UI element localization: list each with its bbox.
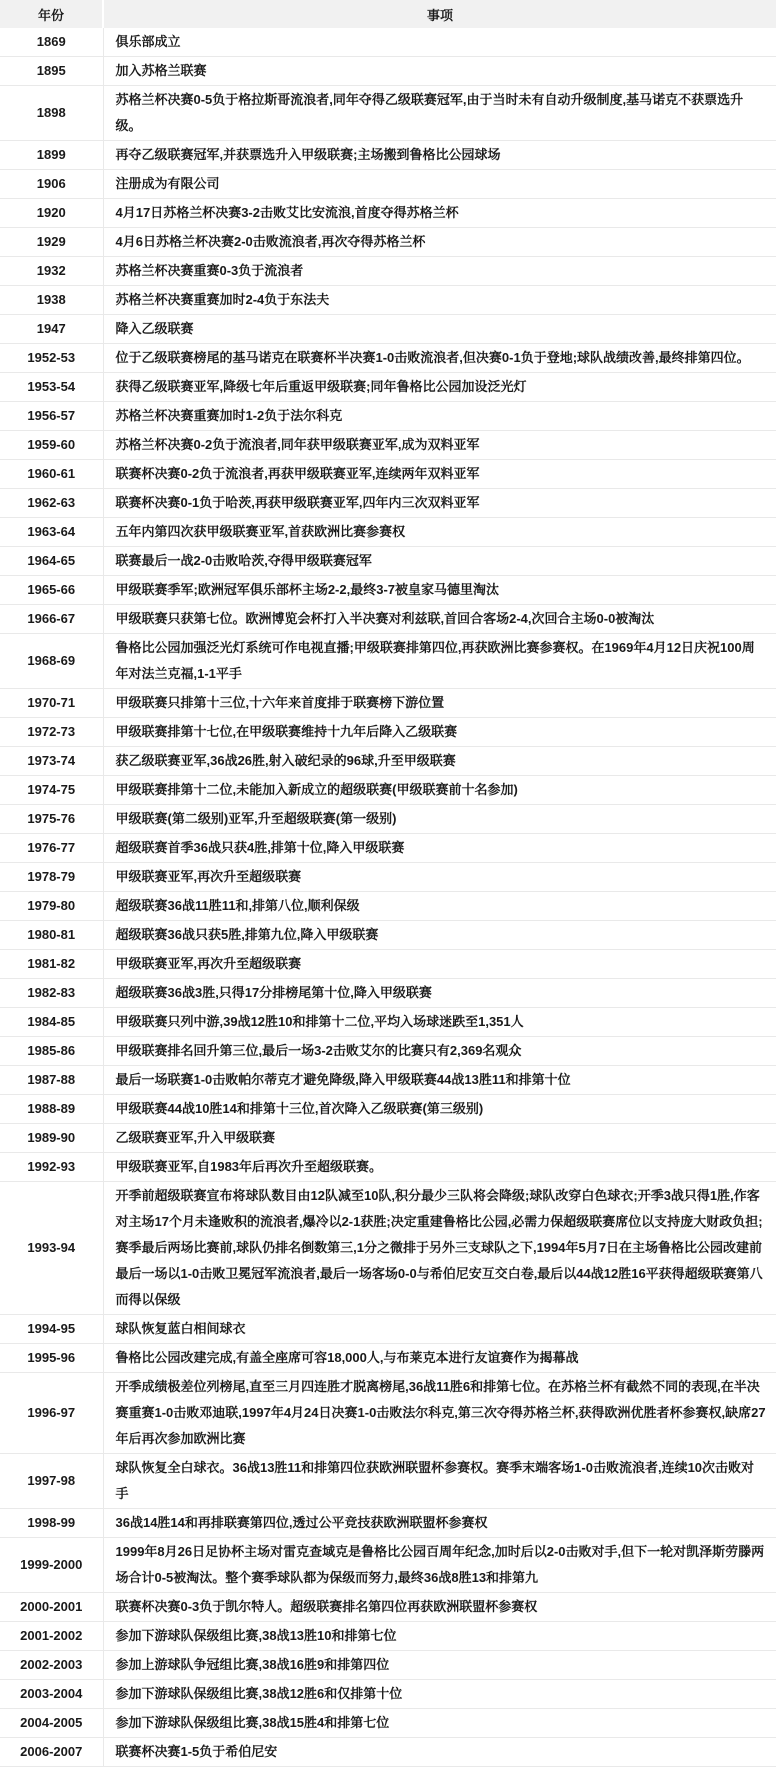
- year-cell: 1973-74: [0, 747, 103, 776]
- table-row: [0, 199, 776, 228]
- event-cell: 降入乙级联赛: [103, 315, 776, 344]
- event-cell: 甲级联赛排第十七位,在甲级联赛维持十九年后降入乙级联赛: [103, 718, 776, 747]
- event-cell: 五年内第四次获甲级联赛亚军,首获欧洲比赛参赛权: [103, 518, 776, 547]
- year-cell: 1993-94: [0, 1182, 103, 1315]
- event-cell: 4月6日苏格兰杯决赛2-0击败流浪者,再次夺得苏格兰杯: [103, 228, 776, 257]
- event-cell: 超级联赛36战3胜,只得17分排榜尾第十位,降入甲级联赛: [103, 979, 776, 1008]
- event-cell: 苏格兰杯决赛重赛加时1-2负于法尔科克: [103, 402, 776, 431]
- year-cell: 1988-89: [0, 1095, 103, 1124]
- event-cell: 36战14胜14和再排联赛第四位,透过公平竞技获欧洲联盟杯参赛权: [103, 1509, 776, 1538]
- year-cell: 1965-66: [0, 576, 103, 605]
- year-cell: 1952-53: [0, 344, 103, 373]
- table-row: [0, 57, 776, 86]
- event-cell: 甲级联赛季军;欧洲冠军俱乐部杯主场2-2,最终3-7被皇家马德里淘汰: [103, 576, 776, 605]
- year-cell: 1974-75: [0, 776, 103, 805]
- table-row: [0, 950, 776, 979]
- year-cell: 1999-2000: [0, 1538, 103, 1593]
- table-row: [0, 1738, 776, 1767]
- event-cell: 鲁格比公园加强泛光灯系统可作电视直播;甲级联赛排第四位,再获欧洲比赛参赛权。在1969年4月12日庆祝100周年对法兰克福,1-1平手: [103, 634, 776, 689]
- year-cell: 1959-60: [0, 431, 103, 460]
- event-cell: 联赛杯决赛0-2负于流浪者,再获甲级联赛亚军,连续两年双料亚军: [103, 460, 776, 489]
- year-cell: 1994-95: [0, 1315, 103, 1344]
- table-row: [0, 863, 776, 892]
- event-column-header: 事项: [103, 0, 776, 28]
- year-cell: 1966-67: [0, 605, 103, 634]
- table-row: [0, 402, 776, 431]
- table-row: [0, 979, 776, 1008]
- year-cell: 1981-82: [0, 950, 103, 979]
- table-row: [0, 1182, 776, 1315]
- year-cell: 1920: [0, 199, 103, 228]
- table-row: [0, 689, 776, 718]
- year-cell: 1963-64: [0, 518, 103, 547]
- table-row: [0, 1315, 776, 1344]
- year-cell: 1956-57: [0, 402, 103, 431]
- table-row: [0, 805, 776, 834]
- event-cell: 4月17日苏格兰杯决赛3-2击败艾比安流浪,首度夺得苏格兰杯: [103, 199, 776, 228]
- table-row: [0, 605, 776, 634]
- year-cell: 1998-99: [0, 1509, 103, 1538]
- year-cell: 1906: [0, 170, 103, 199]
- event-cell: 最后一场联赛1-0击败帕尔蒂克才避免降级,降入甲级联赛44战13胜11和排第十位: [103, 1066, 776, 1095]
- table-row: [0, 921, 776, 950]
- table-row: [0, 228, 776, 257]
- table-row: [0, 718, 776, 747]
- table-row: [0, 1153, 776, 1182]
- table-row: [0, 1066, 776, 1095]
- year-cell: 1989-90: [0, 1124, 103, 1153]
- event-cell: 球队恢复蓝白相间球衣: [103, 1315, 776, 1344]
- table-row: [0, 1124, 776, 1153]
- table-row: [0, 834, 776, 863]
- event-cell: 甲级联赛排第十二位,未能加入新成立的超级联赛(甲级联赛前十名参加): [103, 776, 776, 805]
- event-cell: 鲁格比公园改建完成,有盖全座席可容18,000人,与布莱克本进行友谊赛作为揭幕战: [103, 1344, 776, 1373]
- event-cell: 参加下游球队保级组比赛,38战13胜10和排第七位: [103, 1622, 776, 1651]
- table-row: [0, 892, 776, 921]
- year-cell: 1992-93: [0, 1153, 103, 1182]
- table-row: [0, 1709, 776, 1738]
- event-cell: 超级联赛36战只获5胜,排第九位,降入甲级联赛: [103, 921, 776, 950]
- event-cell: 甲级联赛亚军,再次升至超级联赛: [103, 863, 776, 892]
- year-cell: 1932: [0, 257, 103, 286]
- event-cell: 乙级联赛亚军,升入甲级联赛: [103, 1124, 776, 1153]
- table-header-row: [0, 0, 776, 28]
- table-row: [0, 1509, 776, 1538]
- table-row: [0, 170, 776, 199]
- table-row: [0, 286, 776, 315]
- year-column-header: 年份: [0, 0, 103, 28]
- event-cell: 甲级联赛只排第十三位,十六年来首度排于联赛榜下游位置: [103, 689, 776, 718]
- year-cell: 2000-2001: [0, 1593, 103, 1622]
- year-cell: 1964-65: [0, 547, 103, 576]
- event-cell: 位于乙级联赛榜尾的基马诺克在联赛杯半决赛1-0击败流浪者,但决赛0-1负于登地;球队战绩改善,最终排第四位。: [103, 344, 776, 373]
- year-cell: 2002-2003: [0, 1651, 103, 1680]
- year-cell: 1975-76: [0, 805, 103, 834]
- event-cell: 俱乐部成立: [103, 28, 776, 57]
- event-cell: 甲级联赛(第二级别)亚军,升至超级联赛(第一级别): [103, 805, 776, 834]
- year-cell: 1962-63: [0, 489, 103, 518]
- table-row: [0, 1651, 776, 1680]
- event-cell: 参加下游球队保级组比赛,38战15胜4和排第七位: [103, 1709, 776, 1738]
- event-cell: 参加下游球队保级组比赛,38战12胜6和仅排第十位: [103, 1680, 776, 1709]
- year-cell: 1898: [0, 86, 103, 141]
- event-cell: 甲级联赛只列中游,39战12胜10和排第十二位,平均入场球迷跌至1,351人: [103, 1008, 776, 1037]
- year-cell: 2006-2007: [0, 1738, 103, 1767]
- event-cell: 甲级联赛亚军,自1983年后再次升至超级联赛。: [103, 1153, 776, 1182]
- event-cell: 联赛最后一战2-0击败哈茨,夺得甲级联赛冠军: [103, 547, 776, 576]
- event-cell: 苏格兰杯决赛0-5负于格拉斯哥流浪者,同年夺得乙级联赛冠军,由于当时未有自动升级制度,基马诺克不获票选升级。: [103, 86, 776, 141]
- event-cell: 获得乙级联赛亚军,降级七年后重返甲级联赛;同年鲁格比公园加设泛光灯: [103, 373, 776, 402]
- event-cell: 开季成绩极差位列榜尾,直至三月四连胜才脱离榜尾,36战11胜6和排第七位。在苏格兰杯有截然不同的表现,在半决赛重赛1-0击败邓迪联,1997年4月24日决赛1-0击败法尔科克,第三次夺得苏格兰杯,获得欧洲优胜者杯参赛权,缺席27年后再次参加欧洲比赛: [103, 1373, 776, 1454]
- event-cell: 超级联赛首季36战只获4胜,排第十位,降入甲级联赛: [103, 834, 776, 863]
- event-cell: 1999年8月26日足协杯主场对雷克查域克是鲁格比公园百周年纪念,加时后以2-0击败对手,但下一轮对凯泽斯劳滕两场合计0-5被淘汰。整个赛季球队都为保级而努力,最终36战8胜13和排第九: [103, 1538, 776, 1593]
- table-row: [0, 86, 776, 141]
- year-cell: 1987-88: [0, 1066, 103, 1095]
- year-cell: 1984-85: [0, 1008, 103, 1037]
- table-row: [0, 634, 776, 689]
- event-cell: 超级联赛36战11胜11和,排第八位,顺利保级: [103, 892, 776, 921]
- table-row: [0, 1095, 776, 1124]
- year-cell: 1972-73: [0, 718, 103, 747]
- table-row: [0, 576, 776, 605]
- table-row: [0, 315, 776, 344]
- table-row: [0, 141, 776, 170]
- year-cell: 1968-69: [0, 634, 103, 689]
- event-cell: 苏格兰杯决赛重赛0-3负于流浪者: [103, 257, 776, 286]
- year-cell: 1938: [0, 286, 103, 315]
- year-cell: 1982-83: [0, 979, 103, 1008]
- table-row: [0, 257, 776, 286]
- event-cell: 甲级联赛排名回升第三位,最后一场3-2击败艾尔的比赛只有2,369名观众: [103, 1037, 776, 1066]
- table-row: [0, 28, 776, 57]
- table-row: [0, 489, 776, 518]
- table-row: [0, 373, 776, 402]
- year-cell: 1978-79: [0, 863, 103, 892]
- table-row: [0, 344, 776, 373]
- table-row: [0, 547, 776, 576]
- table-row: [0, 460, 776, 489]
- event-cell: 联赛杯决赛0-3负于凯尔特人。超级联赛排名第四位再获欧洲联盟杯参赛权: [103, 1593, 776, 1622]
- event-cell: 注册成为有限公司: [103, 170, 776, 199]
- year-cell: 2001-2002: [0, 1622, 103, 1651]
- event-cell: 参加上游球队争冠组比赛,38战16胜9和排第四位: [103, 1651, 776, 1680]
- history-table-body: [0, 28, 776, 1767]
- table-row: [0, 1344, 776, 1373]
- table-row: [0, 776, 776, 805]
- event-cell: 再夺乙级联赛冠军,并获票选升入甲级联赛;主场搬到鲁格比公园球场: [103, 141, 776, 170]
- table-row: [0, 1373, 776, 1454]
- year-cell: 2004-2005: [0, 1709, 103, 1738]
- table-row: [0, 1538, 776, 1593]
- year-cell: 1995-96: [0, 1344, 103, 1373]
- year-cell: 1976-77: [0, 834, 103, 863]
- table-row: [0, 1008, 776, 1037]
- year-cell: 1970-71: [0, 689, 103, 718]
- event-cell: 甲级联赛亚军,再次升至超级联赛: [103, 950, 776, 979]
- year-cell: 1899: [0, 141, 103, 170]
- event-cell: 获乙级联赛亚军,36战26胜,射入破纪录的96球,升至甲级联赛: [103, 747, 776, 776]
- year-cell: 1953-54: [0, 373, 103, 402]
- year-cell: 1997-98: [0, 1454, 103, 1509]
- event-cell: 联赛杯决赛1-5负于希伯尼安: [103, 1738, 776, 1767]
- year-cell: 1929: [0, 228, 103, 257]
- table-row: [0, 1622, 776, 1651]
- table-row: [0, 431, 776, 460]
- year-cell: 1947: [0, 315, 103, 344]
- year-cell: 1869: [0, 28, 103, 57]
- event-cell: 苏格兰杯决赛重赛加时2-4负于东法夫: [103, 286, 776, 315]
- table-row: [0, 1037, 776, 1066]
- table-row: [0, 747, 776, 776]
- year-cell: 1980-81: [0, 921, 103, 950]
- event-cell: 联赛杯决赛0-1负于哈茨,再获甲级联赛亚军,四年内三次双料亚军: [103, 489, 776, 518]
- event-cell: 球队恢复全白球衣。36战13胜11和排第四位获欧洲联盟杯参赛权。赛季末端客场1-0击败流浪者,连续10次击败对手: [103, 1454, 776, 1509]
- year-cell: 1996-97: [0, 1373, 103, 1454]
- year-cell: 1985-86: [0, 1037, 103, 1066]
- table-row: [0, 1593, 776, 1622]
- year-cell: 1960-61: [0, 460, 103, 489]
- table-row: [0, 1680, 776, 1709]
- table-row: [0, 1454, 776, 1509]
- event-cell: 甲级联赛44战10胜14和排第十三位,首次降入乙级联赛(第三级别): [103, 1095, 776, 1124]
- year-cell: 1895: [0, 57, 103, 86]
- event-cell: 加入苏格兰联赛: [103, 57, 776, 86]
- year-cell: 2003-2004: [0, 1680, 103, 1709]
- year-cell: 1979-80: [0, 892, 103, 921]
- event-cell: 苏格兰杯决赛0-2负于流浪者,同年获甲级联赛亚军,成为双料亚军: [103, 431, 776, 460]
- event-cell: 甲级联赛只获第七位。欧洲博览会杯打入半决赛对利兹联,首回合客场2-4,次回合主场0-0被淘汰: [103, 605, 776, 634]
- event-cell: 开季前超级联赛宣布将球队数目由12队减至10队,积分最少三队将会降级;球队改穿白色球衣;开季3战只得1胜,作客对主场17个月未逢败积的流浪者,爆冷以2-1获胜;决定重建鲁格比公园,必需力保超级联赛席位以支持庞大财政负担;赛季最后两场比赛前,球队仍排名倒数第三,1分之微排于另外三支球队之下,1994年5月7日在主场鲁格比公园改建前最后一场以1-0击败卫冕冠军流浪者,最后一场客场0-0与希伯尼安互交白卷,最后以44战12胜16平获得超级联赛第八而得以保级: [103, 1182, 776, 1315]
- table-row: [0, 518, 776, 547]
